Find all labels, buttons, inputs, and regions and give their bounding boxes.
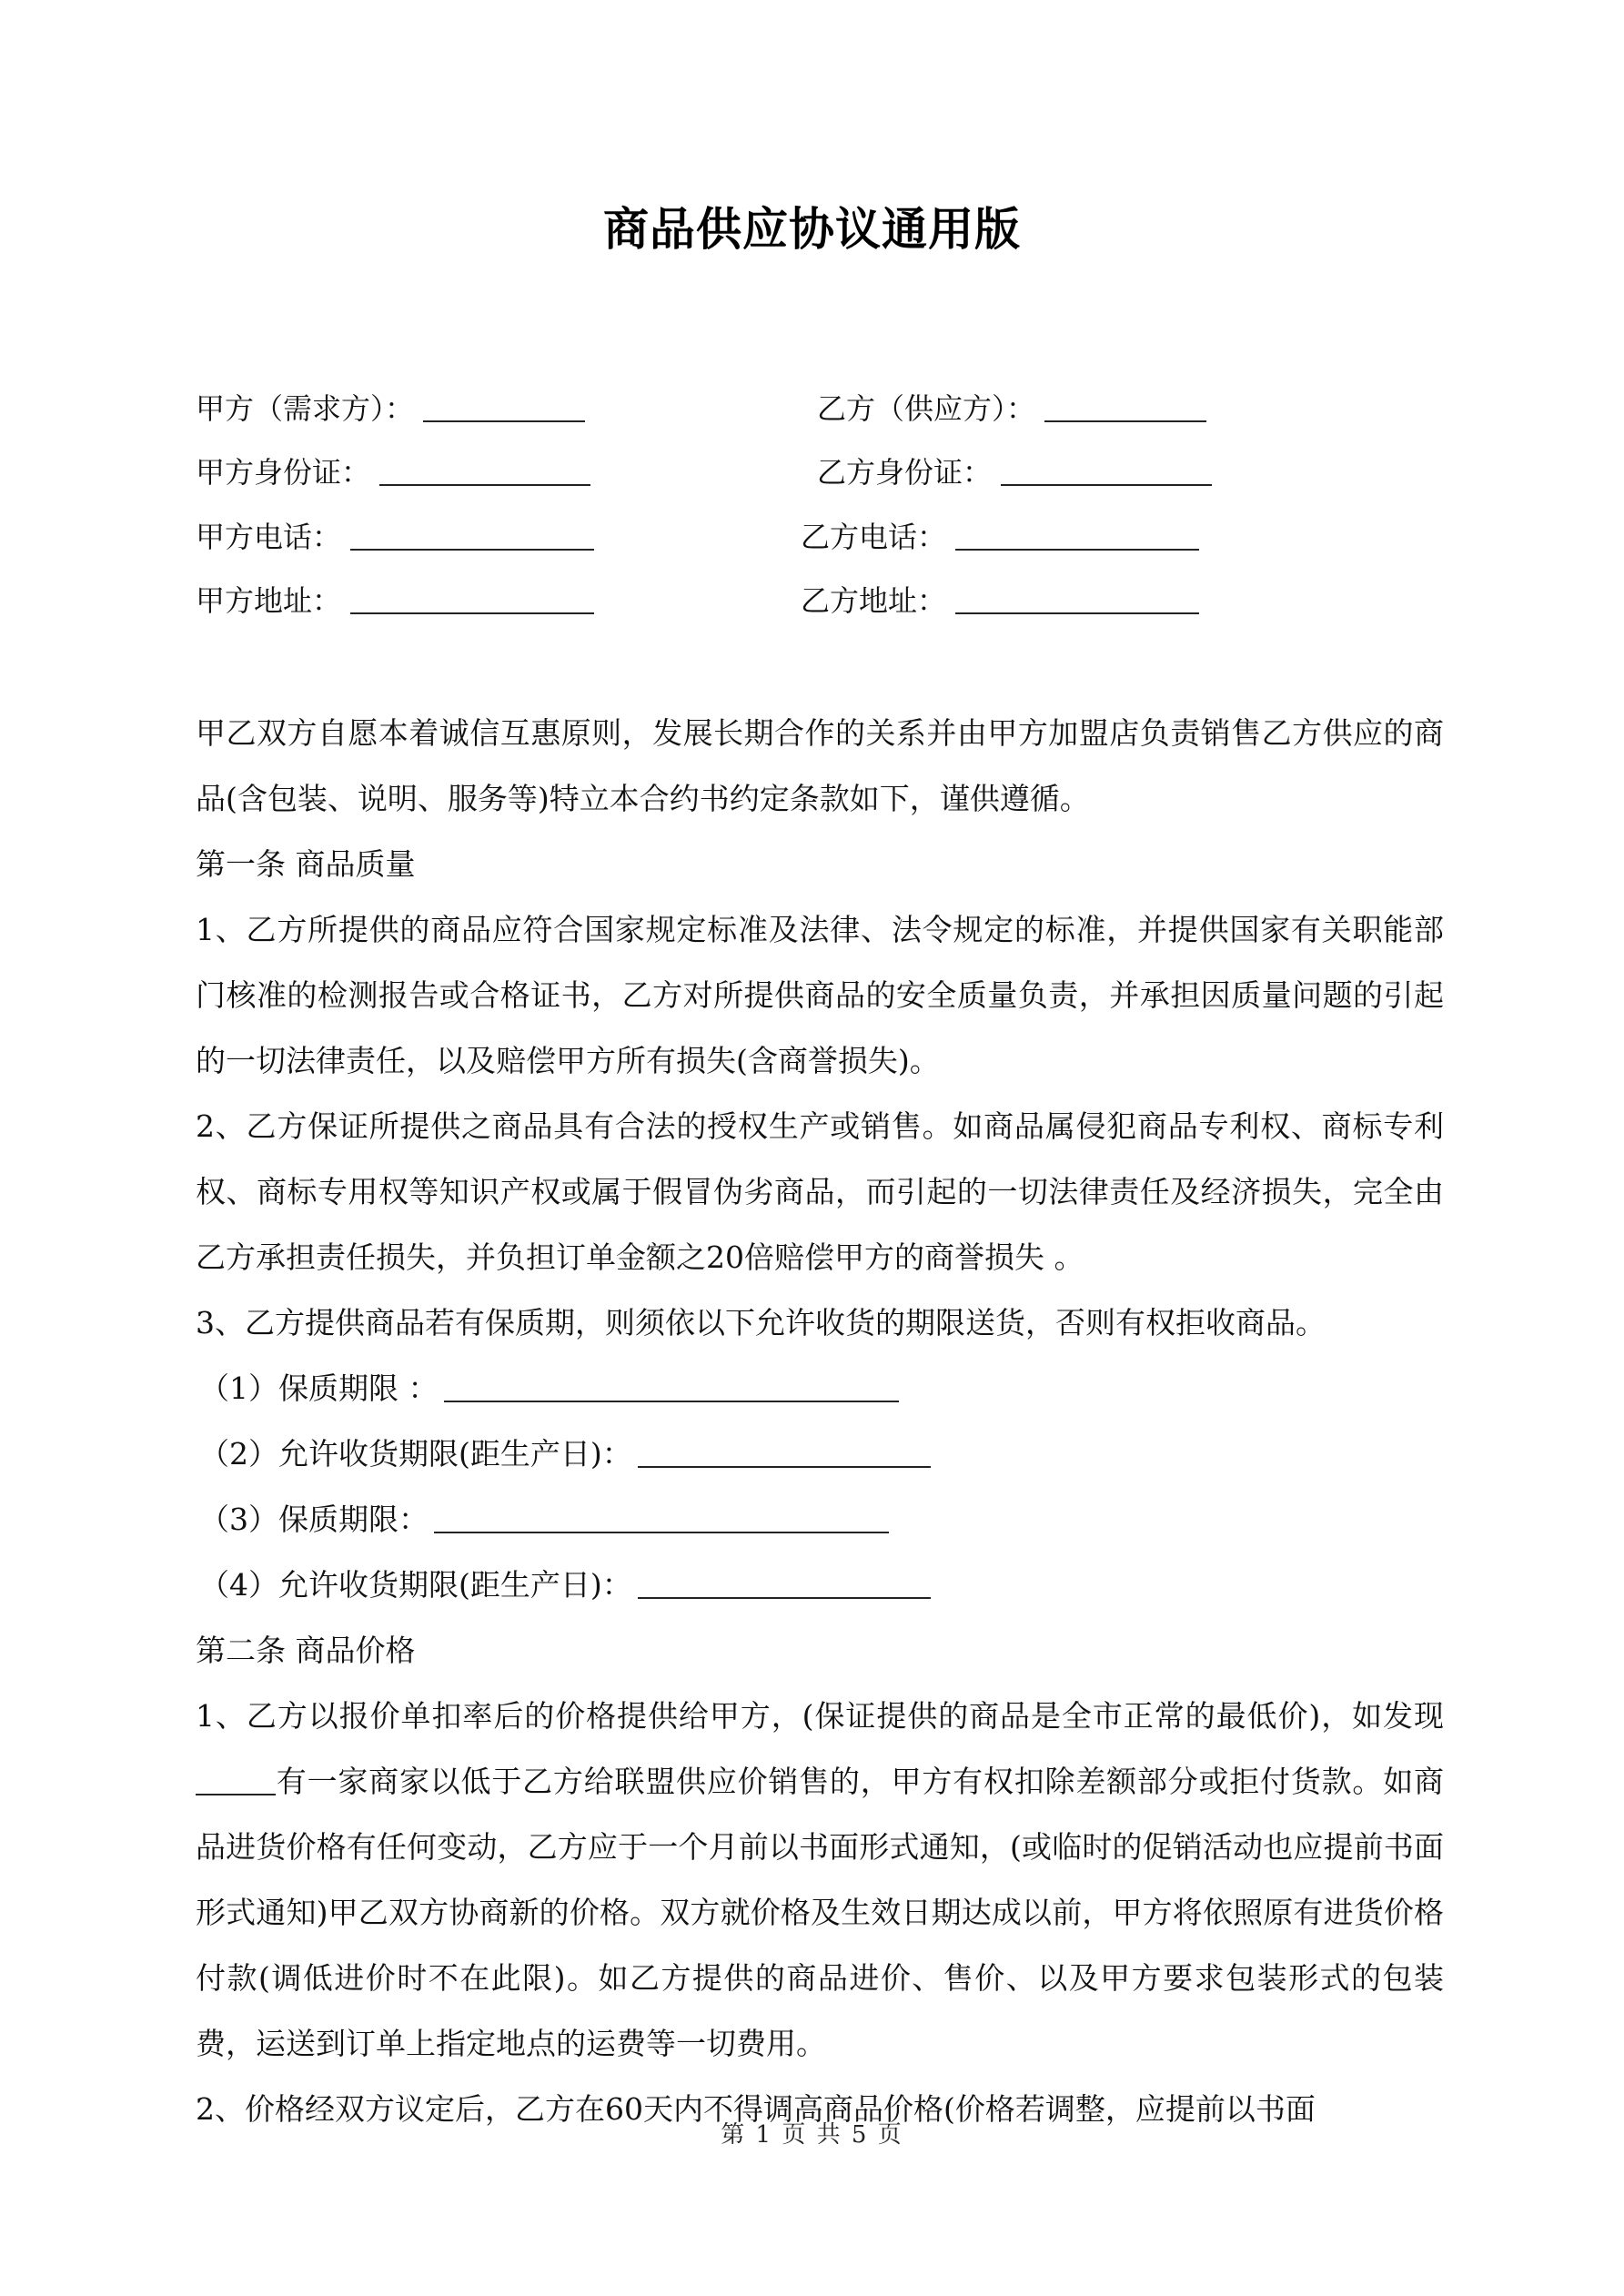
receiving-period-item-4 <box>196 1553 1444 1618</box>
party-b-phone-field <box>801 518 1199 555</box>
article-2-clause-2: 2、价格经双方议定后，乙方在60天内不得调高商品价格(价格若调整，应提前以书面 <box>196 2091 1316 2127</box>
shelf-life-item-1 <box>196 1356 1444 1421</box>
party-b-name-label: 乙方（供应方）： <box>817 391 1036 426</box>
receiving-period-item-2-blank[interactable] <box>638 1439 931 1468</box>
discovery-blank[interactable] <box>196 1766 276 1795</box>
party-a-address-label: 甲方地址： <box>196 583 342 618</box>
party-a-address-blank[interactable] <box>350 585 594 614</box>
party-b-id-blank[interactable] <box>1001 457 1212 486</box>
party-a-id-field <box>196 453 590 491</box>
article-2-clause-1-part-1: 1、乙方以报价单扣率后的价格提供给甲方，(保证提供的商品是全市正常的最低价)，如发现 <box>196 1698 1444 1734</box>
receiving-period-item-4-blank[interactable] <box>638 1570 931 1599</box>
party-b-id-field <box>817 453 1212 491</box>
party-a-id-blank[interactable] <box>379 457 590 486</box>
party-a-phone-field <box>196 518 594 555</box>
shelf-life-item-1-blank[interactable] <box>444 1373 899 1402</box>
receiving-period-item-4-label: （4）允许收货期限(距生产日)： <box>199 1567 632 1603</box>
shelf-life-item-3 <box>196 1487 1444 1553</box>
party-b-name-field <box>817 389 1206 427</box>
party-a-id-label: 甲方身份证： <box>196 455 371 490</box>
receiving-period-item-2 <box>196 1421 1444 1487</box>
party-b-id-label: 乙方身份证： <box>817 455 993 490</box>
article-2-clause-1 <box>196 1684 1444 2077</box>
party-b-address-label: 乙方地址： <box>801 583 947 618</box>
document-title: 商品供应协议通用版 <box>603 203 1021 256</box>
shelf-life-item-3-blank[interactable] <box>434 1504 889 1533</box>
party-b-address-field <box>801 582 1199 619</box>
article-1-clause-1: 1、乙方所提供的商品应符合国家规定标准及法律、法令规定的标准，并提供国家有关职能部门核准的检测报告或合格证书，乙方对所提供商品的安全质量负责，并承担因质量问题的引起的一切法律责任，以及赔偿甲方所有损失(含商誉损失)。 <box>196 912 1444 1078</box>
shelf-life-item-3-label: （3）保质期限： <box>199 1502 429 1537</box>
party-b-name-blank[interactable] <box>1044 393 1206 422</box>
shelf-life-item-1-label: （1）保质期限 ： <box>199 1371 439 1406</box>
article-2-clause-1-part-2: 有一家商家以低于乙方给联盟供应价销售的，甲方有权扣除差额部分或拒付货款。如商品进货价格有任何变动，乙方应于一个月前以书面形式通知，(或临时的促销活动也应提前书面形式通知)甲乙双方协商新的价格。双方就价格及生效日期达成以前，甲方将依照原有进货价格付款(调低进价时不在此限)。如乙方提供的商品进价、售价、以及甲方要求包装形式的包装费，运送到订单上指定地点的运费等一切费用。 <box>196 1764 1444 2061</box>
party-a-address-field <box>196 582 594 619</box>
party-b-address-blank[interactable] <box>955 585 1199 614</box>
party-a-phone-label: 甲方电话： <box>196 520 342 554</box>
receiving-period-item-2-label: （2）允许收货期限(距生产日)： <box>199 1436 632 1472</box>
article-2-heading: 第二条 商品价格 <box>196 1633 416 1668</box>
article-1-clause-2: 2、乙方保证所提供之商品具有合法的授权生产或销售。如商品属侵犯商品专利权、商标专利权、商标专用权等知识产权或属于假冒伪劣商品，而引起的一切法律责任及经济损失，完全由乙方承担责任损失，并负担订单金额之20倍赔偿甲方的商誉损失 。 <box>196 1108 1444 1275</box>
page-number: 第 1 页 共 5 页 <box>721 2121 903 2149</box>
party-a-phone-blank[interactable] <box>350 521 594 551</box>
party-b-phone-blank[interactable] <box>955 521 1199 551</box>
article-1-heading: 第一条 商品质量 <box>196 846 416 882</box>
intro-paragraph: 甲乙双方自愿本着诚信互惠原则，发展长期合作的关系并由甲方加盟店负责销售乙方供应的商品(含包装、说明、服务等)特立本合约书约定条款如下，谨供遵循。 <box>196 715 1444 816</box>
party-a-name-label: 甲方（需求方）： <box>196 391 415 426</box>
party-a-name-blank[interactable] <box>423 393 585 422</box>
party-b-phone-label: 乙方电话： <box>801 520 947 554</box>
party-a-name-field <box>196 389 585 427</box>
agreement-body <box>196 701 1444 2142</box>
article-1-clause-3: 3、乙方提供商品若有保质期，则须依以下允许收货的期限送货，否则有权拒收商品。 <box>196 1305 1326 1340</box>
